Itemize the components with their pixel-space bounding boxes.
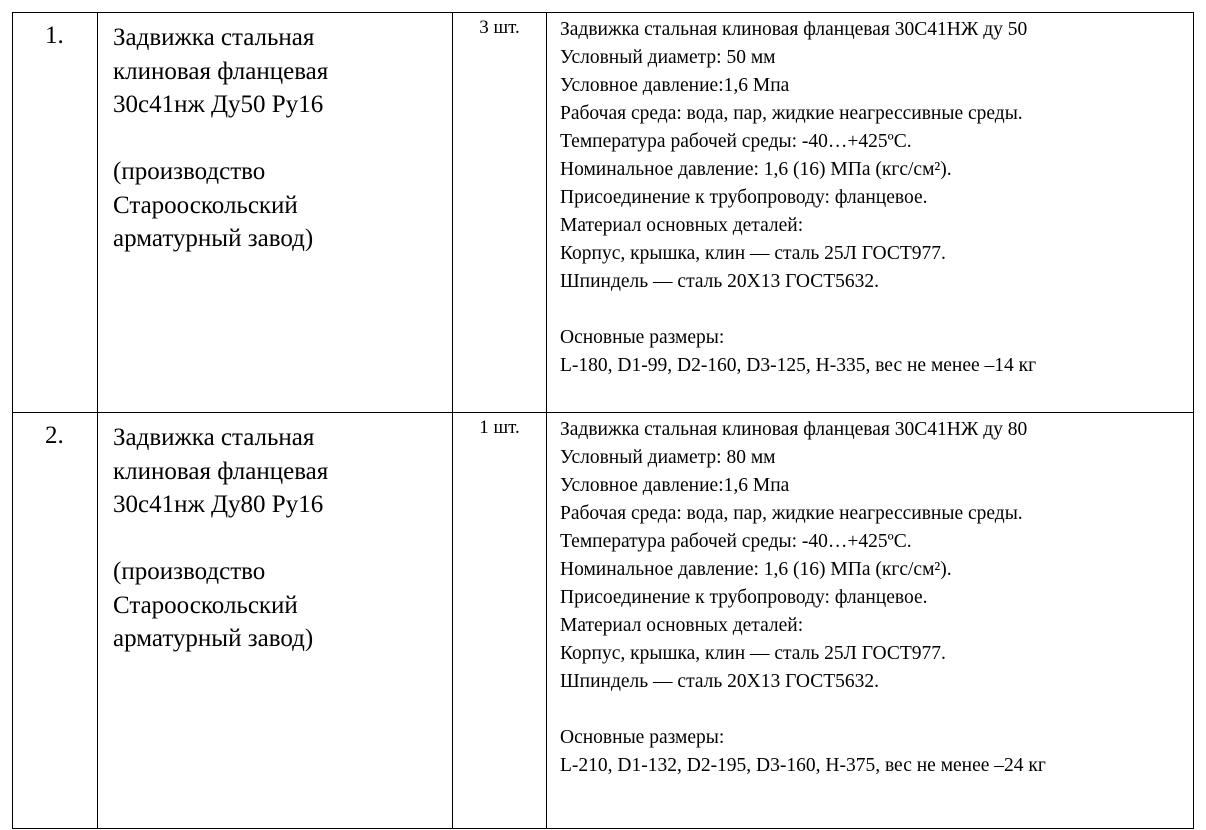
table-row [13, 13, 1194, 413]
dimensions-value: L-210, D1-132, D2-195, D3-160, H-375, вес не менее –24 кг [560, 755, 1046, 776]
description-cell [547, 13, 1194, 413]
description-line: Номинальное давление: 1,6 (16) МПа (кгс/см²). [560, 159, 952, 180]
description-line: Задвижка стальная клиновая фланцевая 30С41НЖ ду 80 [560, 419, 1028, 440]
producer-line: арматурный завод) [113, 225, 314, 252]
description-line: Условный диаметр: 50 мм [560, 47, 776, 68]
description-line: Температура рабочей среды: -40…+425ºС. [560, 131, 912, 152]
description-line: Рабочая среда: вода, пар, жидкие неагрессивные среды. [560, 503, 1023, 524]
description-line: Шпиндель — сталь 20Х13 ГОСТ5632. [560, 671, 880, 692]
producer-line: (производство [113, 158, 266, 185]
description-line: Условное давление:1,6 Мпа [560, 75, 790, 96]
description-line: Материал основных деталей: [560, 215, 804, 236]
description-line: Номинальное давление: 1,6 (16) МПа (кгс/см²). [560, 559, 952, 580]
quantity-cell [453, 13, 547, 413]
description-line: Температура рабочей среды: -40…+425ºС. [560, 531, 912, 552]
description-line: Задвижка стальная клиновая фланцевая 30С41НЖ ду 50 [560, 19, 1028, 40]
producer-line: Старооскольский [113, 591, 298, 619]
product-name-line: клиновая фланцевая [113, 457, 329, 485]
specification-table [12, 12, 1194, 829]
description-cell [547, 413, 1194, 829]
quantity-text: 1 шт. [479, 417, 520, 438]
description-line: Рабочая среда: вода, пар, жидкие неагрессивные среды. [560, 103, 1023, 124]
description-line: Присоединение к трубопроводу: фланцевое. [560, 187, 928, 208]
quantity-text: 3 шт. [479, 17, 520, 38]
row-number [13, 13, 98, 413]
producer-line: Старооскольский [113, 191, 298, 219]
quantity-cell [453, 413, 547, 829]
dimensions-title: Основные размеры: [560, 727, 725, 748]
description-line: Условное давление:1,6 Мпа [560, 475, 790, 496]
description-line: Материал основных деталей: [560, 615, 804, 636]
product-name-cell [98, 13, 453, 413]
product-name-line: 30с41нж Ду50 Ру16 [113, 91, 324, 118]
producer-line: (производство [113, 558, 266, 585]
description-line: Присоединение к трубопроводу: фланцевое. [560, 587, 928, 608]
product-name-line: клиновая фланцевая [113, 57, 329, 85]
dimensions-value: L-180, D1-99, D2-160, D3-125, H-335, вес не менее –14 кг [560, 355, 1037, 376]
dimensions-title: Основные размеры: [560, 327, 725, 348]
producer-line: арматурный завод) [113, 625, 314, 652]
description-line: Корпус, крышка, клин — сталь 25Л ГОСТ977. [560, 643, 946, 664]
row-number [13, 413, 98, 829]
description-line: Шпиндель — сталь 20Х13 ГОСТ5632. [560, 271, 880, 292]
description-line: Условный диаметр: 80 мм [560, 447, 776, 468]
product-name-line: Задвижка стальная [113, 24, 315, 51]
product-name-cell [98, 413, 453, 829]
product-name-line: 30с41нж Ду80 Ру16 [113, 491, 324, 518]
product-name-line: Задвижка стальная [113, 424, 315, 451]
description-line: Корпус, крышка, клин — сталь 25Л ГОСТ977. [560, 243, 946, 264]
row-number-text: 1. [45, 22, 64, 49]
row-number-text: 2. [45, 422, 64, 449]
table-row [13, 413, 1194, 829]
